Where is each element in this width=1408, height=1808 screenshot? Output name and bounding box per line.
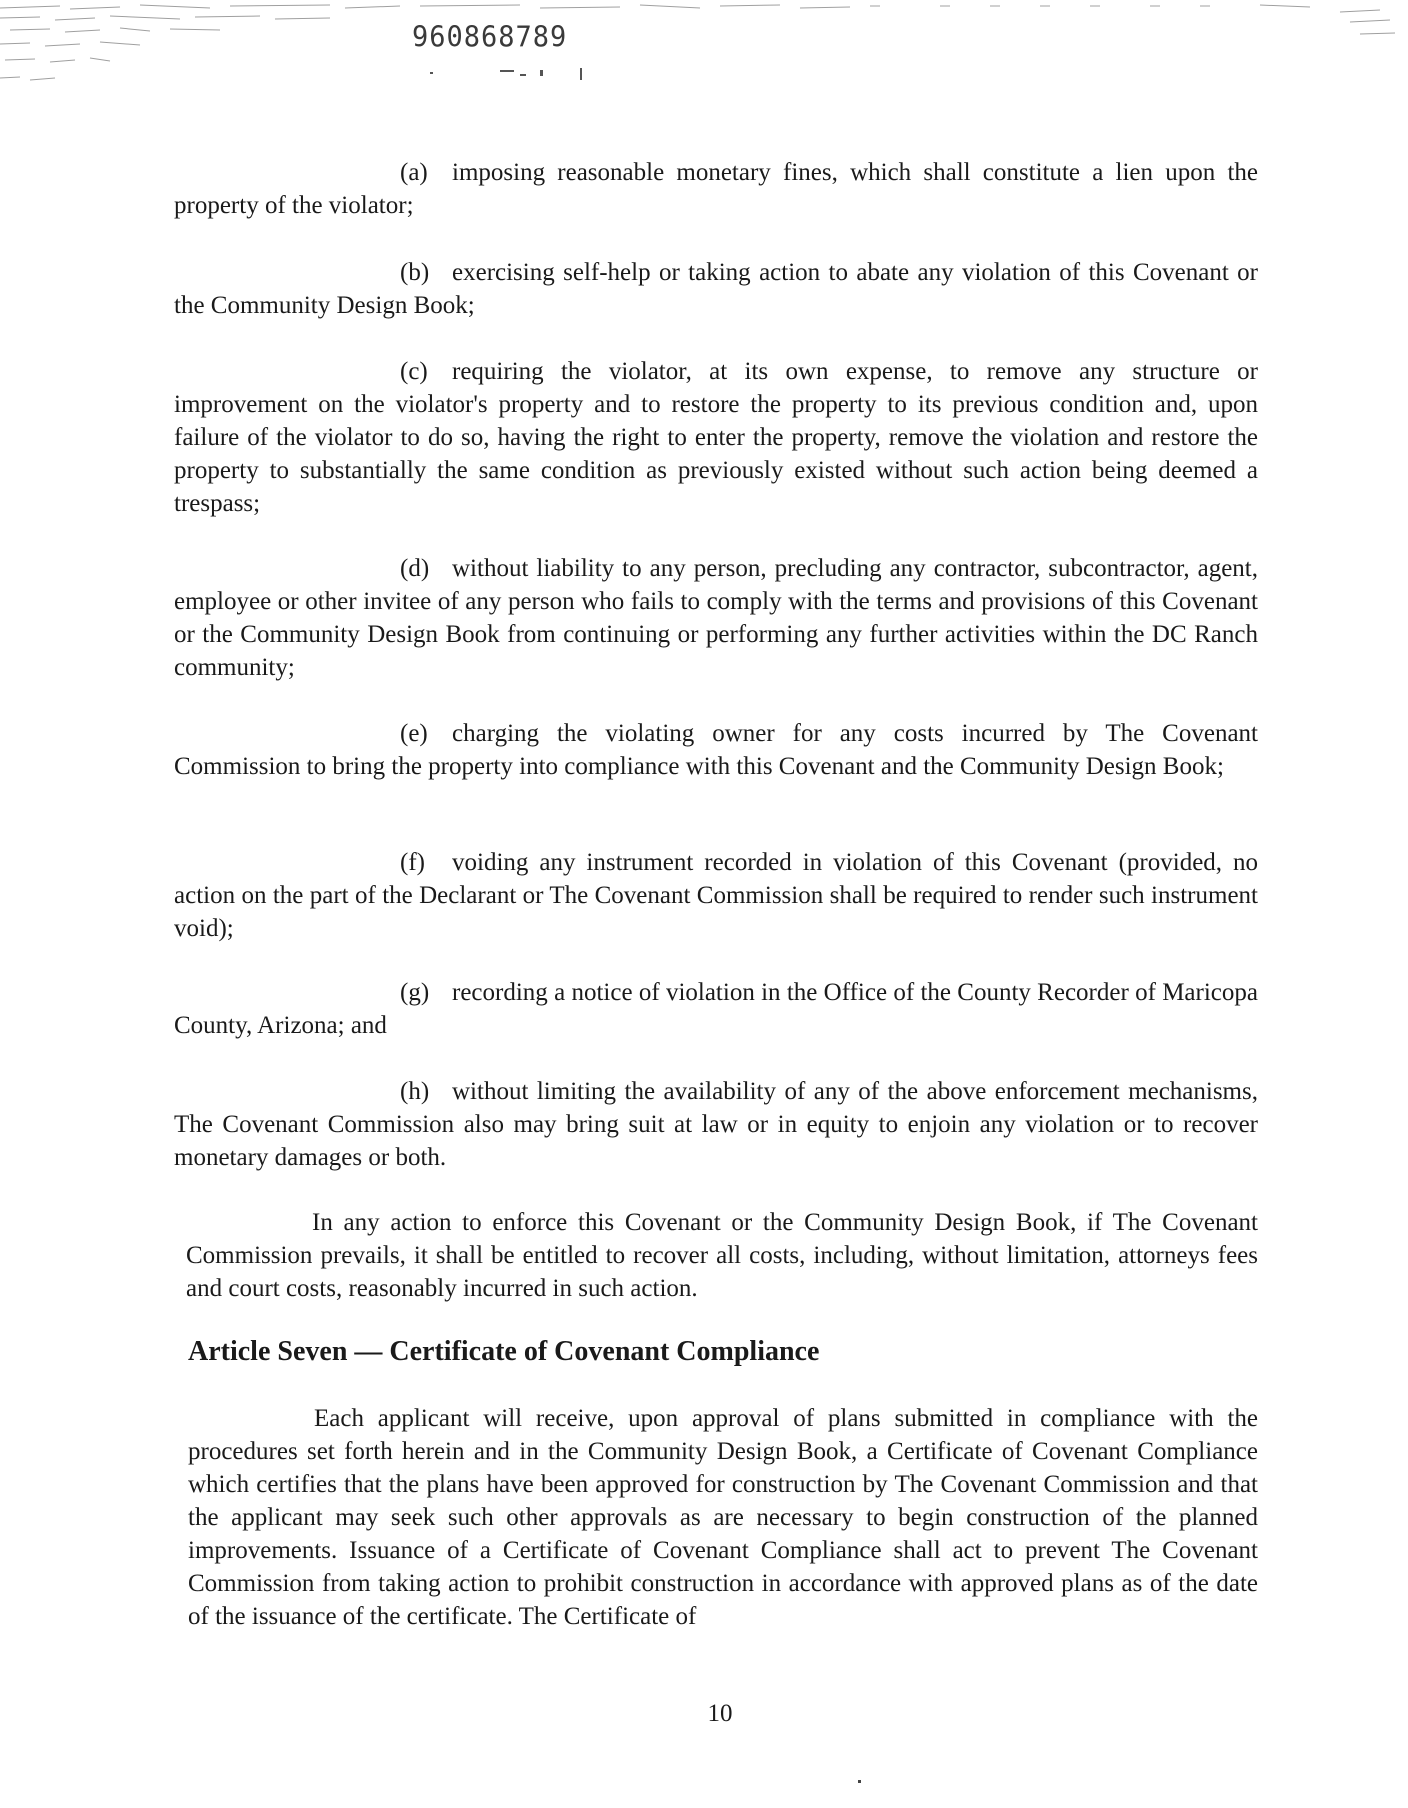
clause-text: recording a notice of violation in the Office of the County Recorder of Maricopa County, Arizona; and — [174, 979, 1258, 1039]
clause-b — [174, 256, 1258, 322]
scan-speck — [858, 1780, 861, 1783]
clause-letter: (g) — [400, 979, 430, 1006]
clause-text: imposing reasonable monetary fines, which shall constitute a lien upon the property of the violator; — [174, 159, 1258, 219]
clause-letter: (f) — [400, 849, 425, 876]
clause-text: requiring the violator, at its own expense, to remove any structure or improvement on the violator's property and to restore the property to its previous condition and, upon failure of the violator to do so, having the right to enter the property, remove the violation and restore the property to substantially the same condition as previously existed without such action being deemed a trespass; — [174, 358, 1258, 517]
clause-text: charging the violating owner for any costs incurred by The Covenant Commission to bring the property into compliance with this Covenant and the Community Design Book; — [174, 720, 1258, 780]
clause-text: without liability to any person, precluding any contractor, subcontractor, agent, employee or other invitee of any person who fails to comply with the terms and provisions of this Covenant or the Community Design Book from continuing or performing any further activities within the DC Ranch community; — [174, 555, 1258, 681]
scan-artifacts — [0, 0, 1408, 150]
paragraph-text: Each applicant will receive, upon approval of plans submitted in compliance with the procedures set forth herein and in the Community Design Book, a Certificate of Covenant Compliance which certifies that the plans have been approved for construction by The Covenant Commission and that the applicant may seek such other approvals as are necessary to begin construction of the planned improvements. Issuance of a Certificate of Covenant Compliance shall act to prevent The Covenant Commission from taking action to prohibit construction in accordance with approved plans as of the date of the issuance of the certificate. The Certificate of — [188, 1405, 1258, 1630]
clause-letter: (c) — [400, 358, 428, 385]
clause-text: without limiting the availability of any of the above enforcement mechanisms, The Covenant Commission also may bring suit at law or in equity to enjoin any violation or to recover monetary damages or both. — [174, 1078, 1258, 1171]
clause-g — [174, 976, 1258, 1042]
clause-letter: (e) — [400, 720, 428, 747]
clause-h — [174, 1075, 1258, 1174]
clause-f — [174, 846, 1258, 945]
document-number: 960868789 — [412, 21, 568, 54]
clause-a — [174, 156, 1258, 222]
clause-text: exercising self-help or taking action to abate any violation of this Covenant or the Community Design Book; — [174, 259, 1258, 319]
clause-d — [174, 552, 1258, 684]
enforcement-paragraph — [186, 1206, 1258, 1305]
clause-letter: (d) — [400, 555, 430, 582]
clause-letter: (b) — [400, 259, 430, 286]
clause-letter: (a) — [400, 159, 428, 186]
paragraph-text: In any action to enforce this Covenant or the Community Design Book, if The Covenant Commission prevails, it shall be entitled to recover all costs, including, without limitation, attorneys fees and court costs, reasonably incurred in such action. — [186, 1209, 1258, 1302]
clause-text: voiding any instrument recorded in violation of this Covenant (provided, no action on the part of the Declarant or The Covenant Commission shall be required to render such instrument void); — [174, 849, 1258, 942]
article-heading: Article Seven — Certificate of Covenant Compliance — [188, 1336, 820, 1367]
clause-letter: (h) — [400, 1078, 430, 1105]
clause-e — [174, 717, 1258, 783]
page-number: 10 — [707, 1700, 733, 1727]
article-paragraph — [188, 1402, 1258, 1633]
clause-c — [174, 355, 1258, 520]
